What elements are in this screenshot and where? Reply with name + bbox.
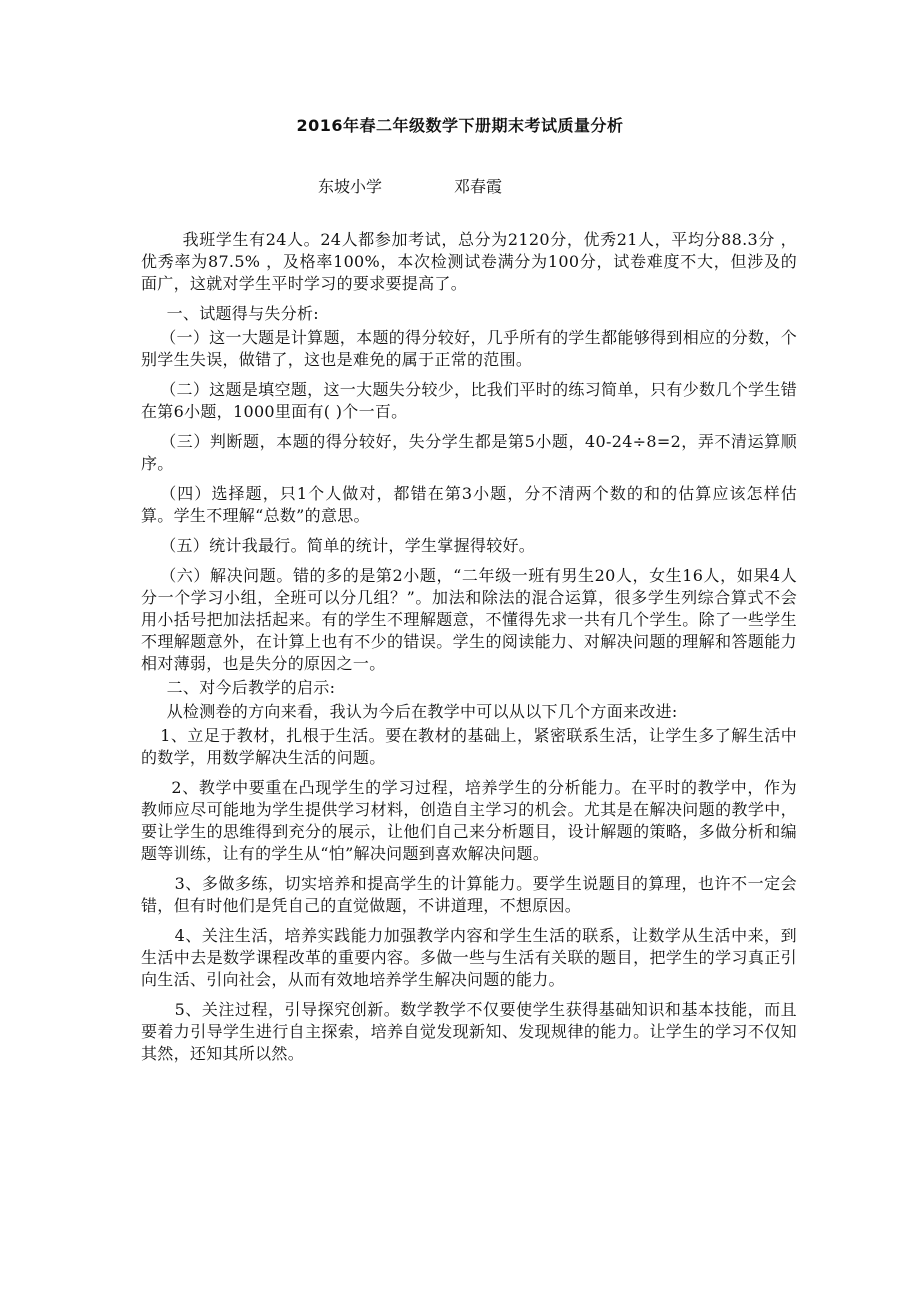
paragraph-point-4: 4、关注生活，培养实践能力加强教学内容和学生生活的联系，让数学从生活中来，到生活中去是数学课程改革的重要内容。多做一些与生活有关联的题目，把学生的学习真正引向生活、引向社会，从而有效地培养学生解决问题的能力。 xyxy=(141,926,797,989)
section-heading-1: 一、试题得与失分析: xyxy=(166,304,319,323)
byline xyxy=(318,174,502,197)
document-title: 2016年春二年级数学下册期末考试质量分析 xyxy=(296,116,624,135)
paragraph-part-5: （五）统计我最行。简单的统计，学生掌握得较好。 xyxy=(160,536,536,555)
paragraph-point-1: 1、立足于教材，扎根于生活。要在教材的基础上，紧密联系生活，让学生多了解生活中的数学，用数学解决生活的问题。 xyxy=(141,726,797,767)
author-name: 邓春霞 xyxy=(454,177,503,196)
paragraph-point-5: 5、关注过程，引导探究创新。数学教学不仅要使学生获得基础知识和基本技能，而且要着力引导学生进行自主探索，培养自觉发现新知、发现规律的能力。让学生的学习不仅知其然，还知其所以然。 xyxy=(141,1000,797,1063)
paragraph-part-2: （二）这题是填空题，这一大题失分较少，比我们平时的练习简单，只有少数几个学生错在第6小题，1000里面有( )个一百。 xyxy=(141,380,797,421)
paragraph-part-1: （一）这一大题是计算题，本题的得分较好，几乎所有的学生都能够得到相应的分数，个别学生失误，做错了，这也是难免的属于正常的范围。 xyxy=(141,328,797,369)
paragraph-part-3: （三）判断题，本题的得分较好，失分学生都是第5小题，40-24÷8=2，弄不清运算顺序。 xyxy=(141,432,797,473)
paragraph-intro-improvements: 从检测卷的方向来看，我认为今后在教学中可以从以下几个方面来改进: xyxy=(166,702,678,721)
paragraph-point-2: 2、教学中要重在凸现学生的学习过程，培养学生的分析能力。在平时的教学中，作为教师应尽可能地为学生提供学习材料，创造自主学习的机会。尤其是在解决问题的教学中，要让学生的思维得到充分的展示，让他们自己来分析题目，设计解题的策略，多做分析和编题等训练，让有的学生从“怕”解决问题到喜欢解决问题。 xyxy=(141,778,797,863)
paragraph-point-3: 3、多做多练，切实培养和提高学生的计算能力。要学生说题目的算理，也许不一定会错，但有时他们是凭自己的直觉做题，不讲道理，不想原因。 xyxy=(141,874,797,915)
section-heading-2: 二、对今后教学的启示: xyxy=(166,678,336,697)
document-body xyxy=(141,229,797,1073)
school-name: 东坡小学 xyxy=(318,177,383,196)
paragraph-part-4: （四）选择题，只1个人做对，都错在第3小题，分不清两个数的和的估算应该怎样估算。学生不理解“总数”的意思。 xyxy=(141,484,797,525)
paragraph-part-6: （六）解决问题。错的多的是第2小题，“二年级一班有男生20人，女生16人，如果4人分一个学习小组，全班可以分几组？”。加法和除法的混合运算，很多学生列综合算式不会用小括号把加法括起来。有的学生不理解题意，不懂得先求一共有几个学生。除了一些学生不理解题意外，在计算上也有不少的错误。学生的阅读能力、对解决问题的理解和答题能力相对薄弱，也是失分的原因之一。 xyxy=(141,566,797,673)
intro-paragraph: 我班学生有24人。24人都参加考试，总分为2120分，优秀21人，平均分88.3分 ，优秀率为87.5% ，及格率100%，本次检测试卷满分为100分，试卷难度不大，但涉及的面广，这就对学生平时学习的要求要提高了。 xyxy=(141,230,797,293)
